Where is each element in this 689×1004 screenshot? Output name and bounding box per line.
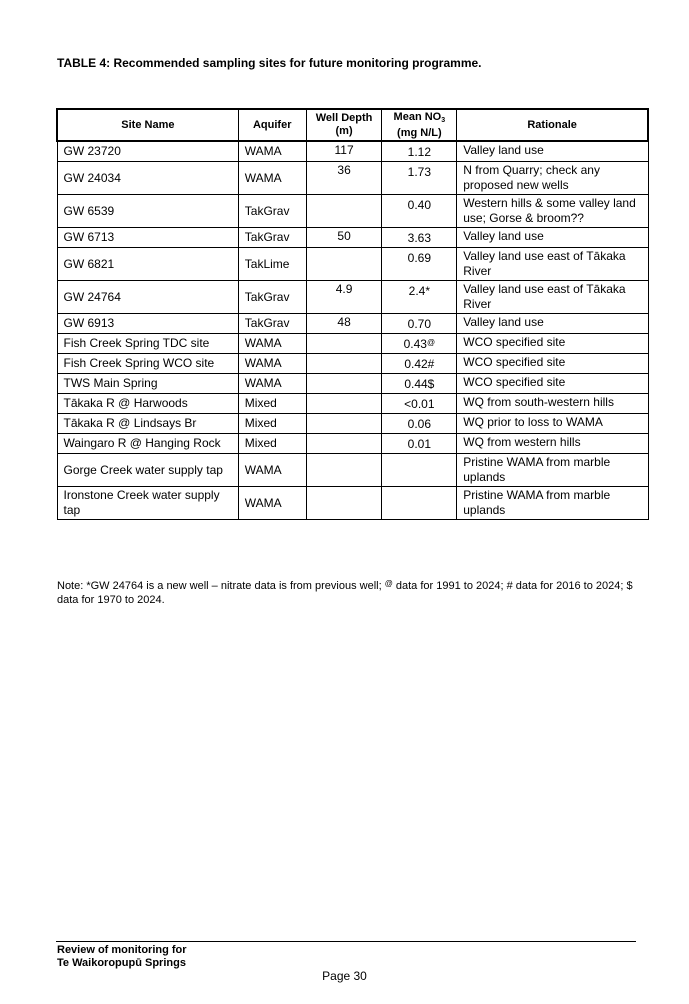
cell-site-name-text: Ironstone Creek water supply tap (63, 488, 220, 517)
cell-aquifer-text: Mixed (244, 416, 277, 430)
cell-aquifer (238, 228, 306, 248)
cell-rationale-text: Valley land use (463, 229, 544, 243)
cell-rationale (457, 141, 648, 162)
cell-well-depth (306, 487, 382, 520)
cell-site-name (57, 195, 238, 228)
cell-mean-no3 (382, 374, 457, 394)
cell-site-name (57, 394, 238, 414)
note-at-symbol: @ (384, 579, 393, 588)
cell-well-depth (306, 162, 382, 195)
cell-well-depth (306, 374, 382, 394)
cell-aquifer (238, 281, 306, 314)
cell-well-depth (306, 195, 382, 228)
cell-mean-no3-text: 0.43 (403, 337, 427, 351)
cell-rationale-text: N from Quarry; check any proposed new wells (463, 163, 600, 192)
cell-mean-no3 (382, 314, 457, 334)
cell-well-depth (306, 394, 382, 414)
table-row (57, 141, 648, 162)
cell-well-depth (306, 281, 382, 314)
footer-line2: Te Waikoropupū Springs (57, 957, 186, 969)
cell-aquifer (238, 314, 306, 334)
cell-rationale-text: WCO specified site (463, 355, 566, 369)
cell-mean-no3-text: 2.4* (408, 284, 431, 298)
table-row (57, 248, 648, 281)
cell-mean-no3 (382, 248, 457, 281)
cell-mean-no3-text: 1.12 (407, 145, 432, 159)
cell-aquifer (238, 162, 306, 195)
cell-site-name-text: Tākaka R @ Lindsays Br (63, 416, 197, 430)
cell-mean-no3-text: 0.70 (407, 317, 432, 331)
cell-well-depth (306, 314, 382, 334)
cell-rationale-text: Valley land use (463, 315, 544, 329)
cell-aquifer (238, 454, 306, 487)
cell-site-name-text: GW 24764 (63, 289, 121, 304)
cell-site-name (57, 162, 238, 195)
cell-aquifer (238, 195, 306, 228)
table-row (57, 281, 648, 314)
table-row (57, 414, 648, 434)
footer-divider (56, 941, 636, 942)
cell-mean-no3 (382, 334, 457, 354)
header-aquifer: Aquifer (238, 109, 306, 141)
cell-aquifer-text: Mixed (244, 436, 277, 450)
cell-no3-symbol: @ (426, 338, 436, 347)
cell-rationale (457, 334, 648, 354)
cell-site-name (57, 314, 238, 334)
cell-aquifer-text: TakLime (244, 256, 290, 271)
cell-rationale-text: WQ prior to loss to WAMA (463, 415, 603, 429)
cell-mean-no3 (382, 394, 457, 414)
header-site-name: Site Name (57, 109, 238, 141)
cell-rationale (457, 374, 648, 394)
cell-aquifer-text: TakGrav (244, 316, 290, 330)
table-row (57, 434, 648, 454)
cell-mean-no3-text: 0.44$ (404, 377, 435, 391)
cell-well-depth (306, 228, 382, 248)
cell-mean-no3 (382, 434, 457, 454)
cell-site-name (57, 228, 238, 248)
cell-rationale (457, 195, 648, 228)
cell-site-name-text: GW 6821 (63, 256, 115, 271)
footer-line1: Review of monitoring for (57, 944, 187, 956)
cell-mean-no3 (382, 414, 457, 434)
cell-site-name-text: TWS Main Spring (63, 376, 158, 390)
sampling-sites-table (56, 108, 649, 520)
cell-rationale (457, 414, 648, 434)
cell-mean-no3-text: 0.01 (407, 437, 432, 451)
cell-site-name (57, 374, 238, 394)
cell-rationale (457, 434, 648, 454)
cell-aquifer-text: WAMA (244, 462, 282, 477)
cell-aquifer-text: TakGrav (244, 289, 290, 304)
cell-mean-no3-text: <0.01 (404, 397, 435, 411)
cell-well-depth (306, 454, 382, 487)
cell-aquifer-text: WAMA (244, 356, 282, 370)
cell-well-depth-text: 48 (337, 315, 351, 329)
table-row (57, 334, 648, 354)
cell-well-depth (306, 248, 382, 281)
table-row (57, 394, 648, 414)
cell-mean-no3-text: 0.69 (407, 251, 432, 265)
cell-well-depth (306, 141, 382, 162)
cell-rationale (457, 248, 648, 281)
table-row (57, 195, 648, 228)
cell-mean-no3 (382, 454, 457, 487)
cell-site-name (57, 434, 238, 454)
cell-aquifer (238, 394, 306, 414)
cell-mean-no3 (382, 487, 457, 520)
cell-aquifer-text: WAMA (244, 144, 282, 158)
cell-site-name (57, 281, 238, 314)
table-header-row (57, 109, 648, 141)
header-well-depth-line2: (m) (335, 125, 353, 137)
cell-rationale (457, 281, 648, 314)
cell-rationale (457, 162, 648, 195)
header-mean-no3 (382, 109, 457, 141)
table-note (57, 577, 637, 607)
cell-site-name (57, 354, 238, 374)
cell-rationale-text: Pristine WAMA from marble uplands (463, 455, 611, 484)
table-caption: TABLE 4: Recommended sampling sites for future monitoring programme. (57, 56, 482, 70)
cell-rationale (457, 454, 648, 487)
cell-site-name-text: Tākaka R @ Harwoods (63, 396, 188, 410)
cell-rationale (457, 228, 648, 248)
cell-site-name-text: Gorge Creek water supply tap (63, 462, 223, 477)
cell-aquifer (238, 248, 306, 281)
cell-aquifer (238, 334, 306, 354)
cell-well-depth (306, 354, 382, 374)
cell-site-name-text: GW 23720 (63, 144, 121, 158)
cell-well-depth (306, 414, 382, 434)
cell-rationale-text: WCO specified site (463, 375, 566, 389)
cell-aquifer (238, 374, 306, 394)
cell-aquifer-text: TakGrav (244, 203, 290, 218)
cell-site-name-text: GW 6913 (63, 316, 115, 330)
cell-aquifer-text: Mixed (244, 396, 277, 410)
table-row (57, 374, 648, 394)
cell-rationale-text: WQ from western hills (463, 435, 581, 449)
cell-site-name-text: Fish Creek Spring TDC site (63, 336, 210, 350)
cell-aquifer (238, 434, 306, 454)
header-well-depth-line1: Well Depth (315, 112, 373, 124)
cell-rationale (457, 314, 648, 334)
cell-well-depth (306, 334, 382, 354)
header-no3-subscript: 3 (441, 116, 446, 124)
footer-title (57, 944, 187, 970)
cell-mean-no3 (382, 354, 457, 374)
cell-mean-no3-text: 0.40 (407, 198, 432, 212)
cell-rationale (457, 354, 648, 374)
cell-aquifer-text: WAMA (244, 336, 282, 350)
cell-aquifer-text: WAMA (244, 376, 282, 390)
table-body (57, 141, 648, 520)
cell-mean-no3 (382, 162, 457, 195)
table-row (57, 454, 648, 487)
cell-well-depth-text: 50 (337, 229, 351, 243)
cell-site-name (57, 487, 238, 520)
cell-rationale-text: Western hills & some valley land use; Gorse & broom?? (463, 196, 636, 225)
cell-site-name (57, 248, 238, 281)
cell-mean-no3-text: 0.06 (407, 417, 432, 431)
cell-mean-no3 (382, 228, 457, 248)
cell-well-depth-text: 4.9 (335, 282, 353, 296)
header-rationale: Rationale (457, 109, 648, 141)
cell-rationale-text: Pristine WAMA from marble uplands (463, 488, 611, 517)
cell-mean-no3-text: 0.42# (404, 357, 435, 371)
cell-mean-no3 (382, 141, 457, 162)
cell-site-name (57, 454, 238, 487)
note-part2: data for 1991 to 2024; # data for 2016 to 2024; $ data for 1970 to 2024. (57, 580, 633, 606)
cell-rationale (457, 487, 648, 520)
cell-aquifer (238, 354, 306, 374)
cell-aquifer (238, 487, 306, 520)
cell-rationale-text: WQ from south-western hills (463, 395, 614, 409)
header-no3-line2: (mg N/L) (397, 126, 442, 139)
cell-aquifer (238, 141, 306, 162)
cell-aquifer (238, 414, 306, 434)
cell-rationale-text: Valley land use east of Tākaka River (463, 249, 626, 278)
cell-mean-no3 (382, 195, 457, 228)
cell-mean-no3-text: 3.63 (407, 231, 432, 245)
cell-aquifer-text: TakGrav (244, 230, 290, 244)
cell-mean-no3 (382, 281, 457, 314)
table-row (57, 314, 648, 334)
cell-site-name-text: GW 6713 (63, 230, 115, 244)
cell-mean-no3-text: 1.73 (407, 165, 432, 179)
cell-site-name (57, 334, 238, 354)
cell-rationale-text: Valley land use east of Tākaka River (463, 282, 626, 311)
header-well-depth (306, 109, 382, 141)
cell-aquifer-text: WAMA (244, 170, 282, 185)
cell-well-depth (306, 434, 382, 454)
cell-well-depth-text: 117 (334, 143, 354, 157)
table-row (57, 354, 648, 374)
cell-well-depth-text: 36 (337, 163, 351, 177)
cell-aquifer-text: WAMA (244, 495, 282, 510)
cell-site-name-text: Fish Creek Spring WCO site (63, 356, 215, 370)
cell-rationale (457, 394, 648, 414)
table-row (57, 487, 648, 520)
cell-site-name (57, 414, 238, 434)
cell-site-name-text: GW 24034 (63, 170, 121, 185)
note-part1: Note: *GW 24764 is a new well – nitrate data is from previous well; (57, 580, 385, 592)
page-number: Page 30 (322, 969, 367, 983)
cell-site-name-text: GW 6539 (63, 203, 115, 218)
cell-rationale-text: Valley land use (463, 143, 544, 157)
cell-site-name (57, 141, 238, 162)
header-no3-line1: Mean NO (393, 110, 442, 123)
table-row (57, 228, 648, 248)
cell-rationale-text: WCO specified site (463, 335, 566, 349)
cell-site-name-text: Waingaro R @ Hanging Rock (63, 436, 221, 450)
table-row (57, 162, 648, 195)
